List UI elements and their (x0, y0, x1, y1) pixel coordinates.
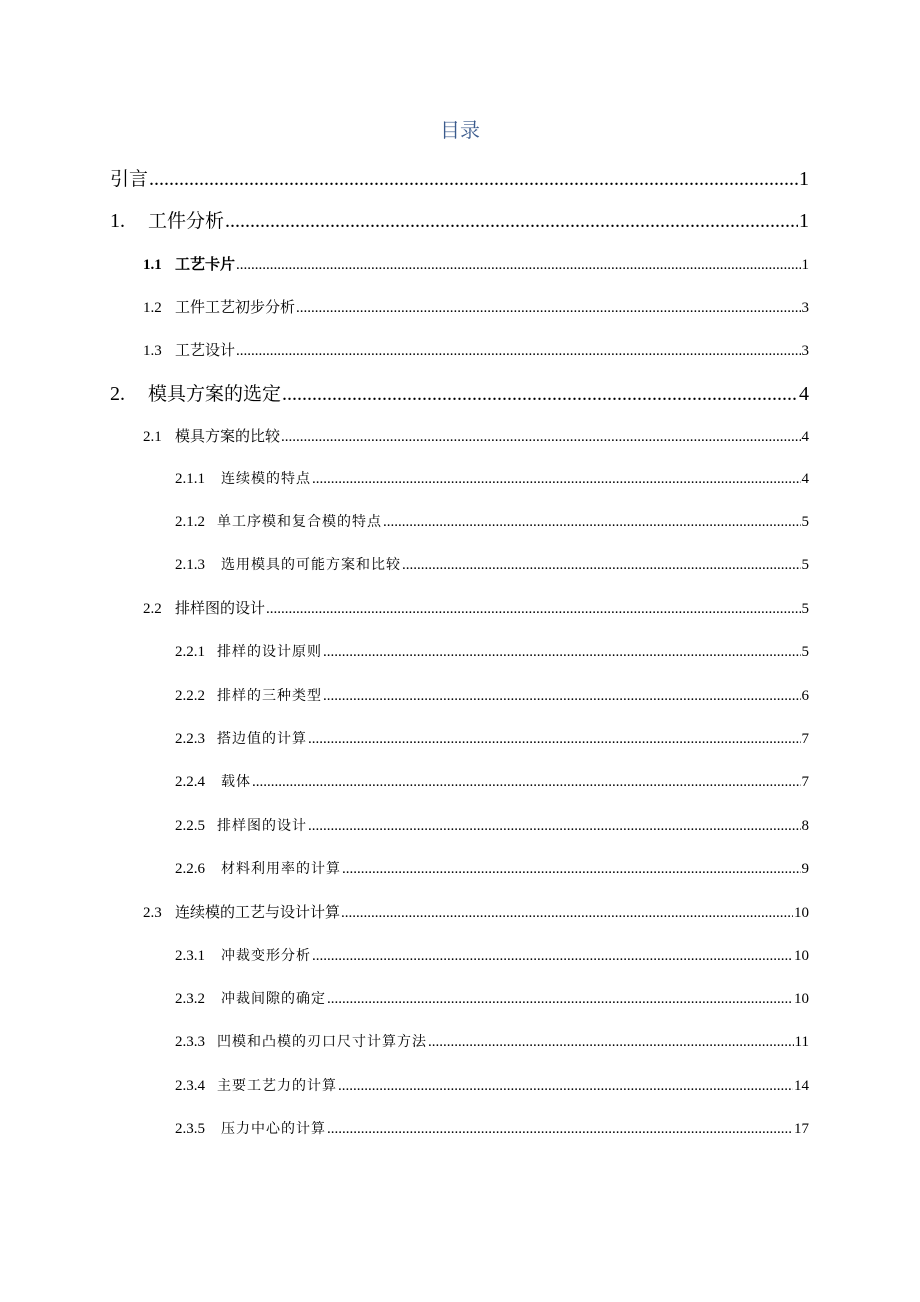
toc-entry[interactable] (175, 685, 809, 705)
toc-entry[interactable] (110, 206, 809, 233)
toc-entry[interactable] (175, 511, 809, 531)
toc-entry[interactable] (175, 945, 809, 965)
toc-entry-number: 2.3.5 (175, 1121, 205, 1137)
toc-entry-page: 9 (801, 861, 809, 877)
toc-entry-page: 7 (801, 731, 809, 747)
toc-entry-label: 工件分析 (148, 210, 225, 232)
toc-entry-label: 载体 (221, 774, 251, 790)
toc-leader-dots (402, 557, 801, 574)
toc-title: 目录 (440, 118, 480, 142)
toc-entry-number: 2.2.3 (175, 731, 205, 747)
toc-entry-label: 主要工艺力的计算 (217, 1078, 337, 1094)
toc-entry-label: 冲裁间隙的确定 (221, 991, 326, 1007)
toc-leader-dots (428, 1034, 794, 1051)
toc-entry-number: 2.3.2 (175, 991, 205, 1007)
toc-entry[interactable] (143, 296, 809, 317)
toc-entry[interactable] (175, 554, 809, 574)
toc-entry-page: 10 (794, 991, 809, 1007)
toc-leader-dots (281, 429, 800, 446)
toc-entry[interactable] (175, 1031, 809, 1051)
toc-leader-dots (225, 210, 798, 233)
toc-entry-number: 2.2.6 (175, 861, 205, 877)
toc-entry-number: 2.3.1 (175, 948, 205, 964)
toc-entry-page: 10 (794, 905, 809, 921)
toc-entry-label: 排样的三种类型 (217, 688, 322, 704)
toc-entry-page: 7 (801, 774, 809, 790)
toc-entry-label: 冲裁变形分析 (221, 948, 311, 964)
toc-leader-dots (308, 731, 801, 748)
toc-entry-page: 10 (794, 948, 809, 964)
toc-entry-page: 4 (801, 429, 809, 445)
toc-leader-dots (296, 300, 800, 317)
toc-entry-number: 1.1 (143, 257, 162, 273)
toc-entry-number: 1.3 (143, 343, 162, 359)
toc-entry[interactable] (143, 597, 809, 618)
toc-entry-page: 5 (801, 514, 809, 530)
toc-entry[interactable] (143, 253, 809, 274)
toc-entry-page: 1 (801, 257, 809, 273)
toc-entry-label: 模具方案的比较 (175, 427, 281, 445)
toc-leader-dots (312, 471, 801, 488)
toc-entry-label: 凹模和凸模的刃口尺寸计算方法 (217, 1034, 427, 1050)
toc-entry[interactable] (143, 339, 809, 360)
toc-leader-dots (323, 688, 801, 705)
toc-entry-page: 17 (794, 1121, 809, 1137)
toc-entry-number: 2.1.1 (175, 471, 205, 487)
toc-entry[interactable] (175, 815, 809, 835)
toc-entry-number: 2.2.4 (175, 774, 205, 790)
toc-leader-dots (312, 948, 793, 965)
toc-entry-page: 5 (801, 601, 809, 617)
toc-entry-label: 工艺设计 (175, 341, 236, 359)
toc-entry-number: 2.1 (143, 429, 162, 445)
toc-entry-number: 2.2.2 (175, 688, 205, 704)
toc-entry-label: 排样图的设计 (217, 818, 307, 834)
toc-leader-dots (342, 861, 801, 878)
toc-entry-number: 2.3 (143, 905, 162, 921)
toc-entry-label: 模具方案的选定 (148, 383, 282, 405)
toc-entry-label: 连续模的特点 (221, 471, 311, 487)
toc-entry-label: 单工序模和复合模的特点 (217, 514, 382, 530)
toc-entry-label: 排样的设计原则 (217, 644, 322, 660)
toc-leader-dots (282, 383, 798, 406)
toc-entry-number: 2.1.2 (175, 514, 205, 530)
toc-entry-number: 2.2.1 (175, 644, 205, 660)
toc-entry-number: 2.1.3 (175, 557, 205, 573)
toc-entry-label: 引言 (110, 168, 149, 190)
toc-leader-dots (149, 168, 798, 191)
toc-entry-page: 4 (801, 471, 809, 487)
toc-entry[interactable] (175, 641, 809, 661)
toc-entry-page: 8 (801, 818, 809, 834)
toc-leader-dots (252, 774, 801, 791)
toc-leader-dots (327, 1121, 793, 1138)
toc-entry[interactable] (143, 425, 809, 446)
toc-entry-label: 材料利用率的计算 (221, 861, 341, 877)
toc-entry-page: 3 (801, 343, 809, 359)
toc-entry-page: 5 (801, 644, 809, 660)
toc-entry-number: 2.2 (143, 601, 162, 617)
toc-entry-number: 1.2 (143, 300, 162, 316)
toc-entry-page: 5 (801, 557, 809, 573)
toc-entry-label: 压力中心的计算 (221, 1121, 326, 1137)
toc-leader-dots (341, 905, 793, 922)
toc-leader-dots (236, 257, 800, 274)
toc-entry-number: 2.3.3 (175, 1034, 205, 1050)
toc-entry-page: 14 (794, 1078, 809, 1094)
toc-entry[interactable] (175, 728, 809, 748)
toc-leader-dots (323, 644, 801, 661)
toc-entry[interactable] (175, 1075, 809, 1095)
toc-entry-page: 3 (801, 300, 809, 316)
toc-entry-number: 1. (110, 210, 125, 232)
toc-entry-number: 2.3.4 (175, 1078, 205, 1094)
toc-entry-page: 11 (794, 1034, 809, 1050)
toc-leader-dots (338, 1078, 793, 1095)
toc-entry-number: 2.2.5 (175, 818, 205, 834)
toc-entry-page: 6 (801, 688, 809, 704)
toc-entry[interactable] (175, 1118, 809, 1138)
toc-entry-page: 1 (799, 210, 809, 232)
toc-entry-label: 排样图的设计 (175, 599, 266, 617)
toc-entry[interactable] (110, 164, 809, 191)
toc-entry-page: 1 (799, 168, 809, 190)
toc-leader-dots (308, 818, 801, 835)
toc-entry[interactable] (175, 988, 809, 1008)
toc-entry[interactable] (110, 379, 809, 406)
toc-entry-number: 2. (110, 383, 125, 405)
toc-entry[interactable] (143, 901, 809, 922)
toc-entry-label: 选用模具的可能方案和比较 (221, 557, 401, 573)
toc-leader-dots (327, 991, 793, 1008)
toc-entry-page: 4 (799, 383, 809, 405)
toc-leader-dots (383, 514, 801, 531)
toc-entry[interactable] (175, 771, 809, 791)
toc-leader-dots (266, 601, 800, 618)
toc-entry-label: 搭边值的计算 (217, 731, 307, 747)
toc-entry-label: 连续模的工艺与设计计算 (175, 903, 341, 921)
toc-entry[interactable] (175, 858, 809, 878)
toc-entry[interactable] (175, 468, 809, 488)
toc-entry-label: 工艺卡片 (175, 255, 236, 273)
toc-leader-dots (236, 343, 800, 360)
toc-entry-label: 工件工艺初步分析 (175, 298, 296, 316)
